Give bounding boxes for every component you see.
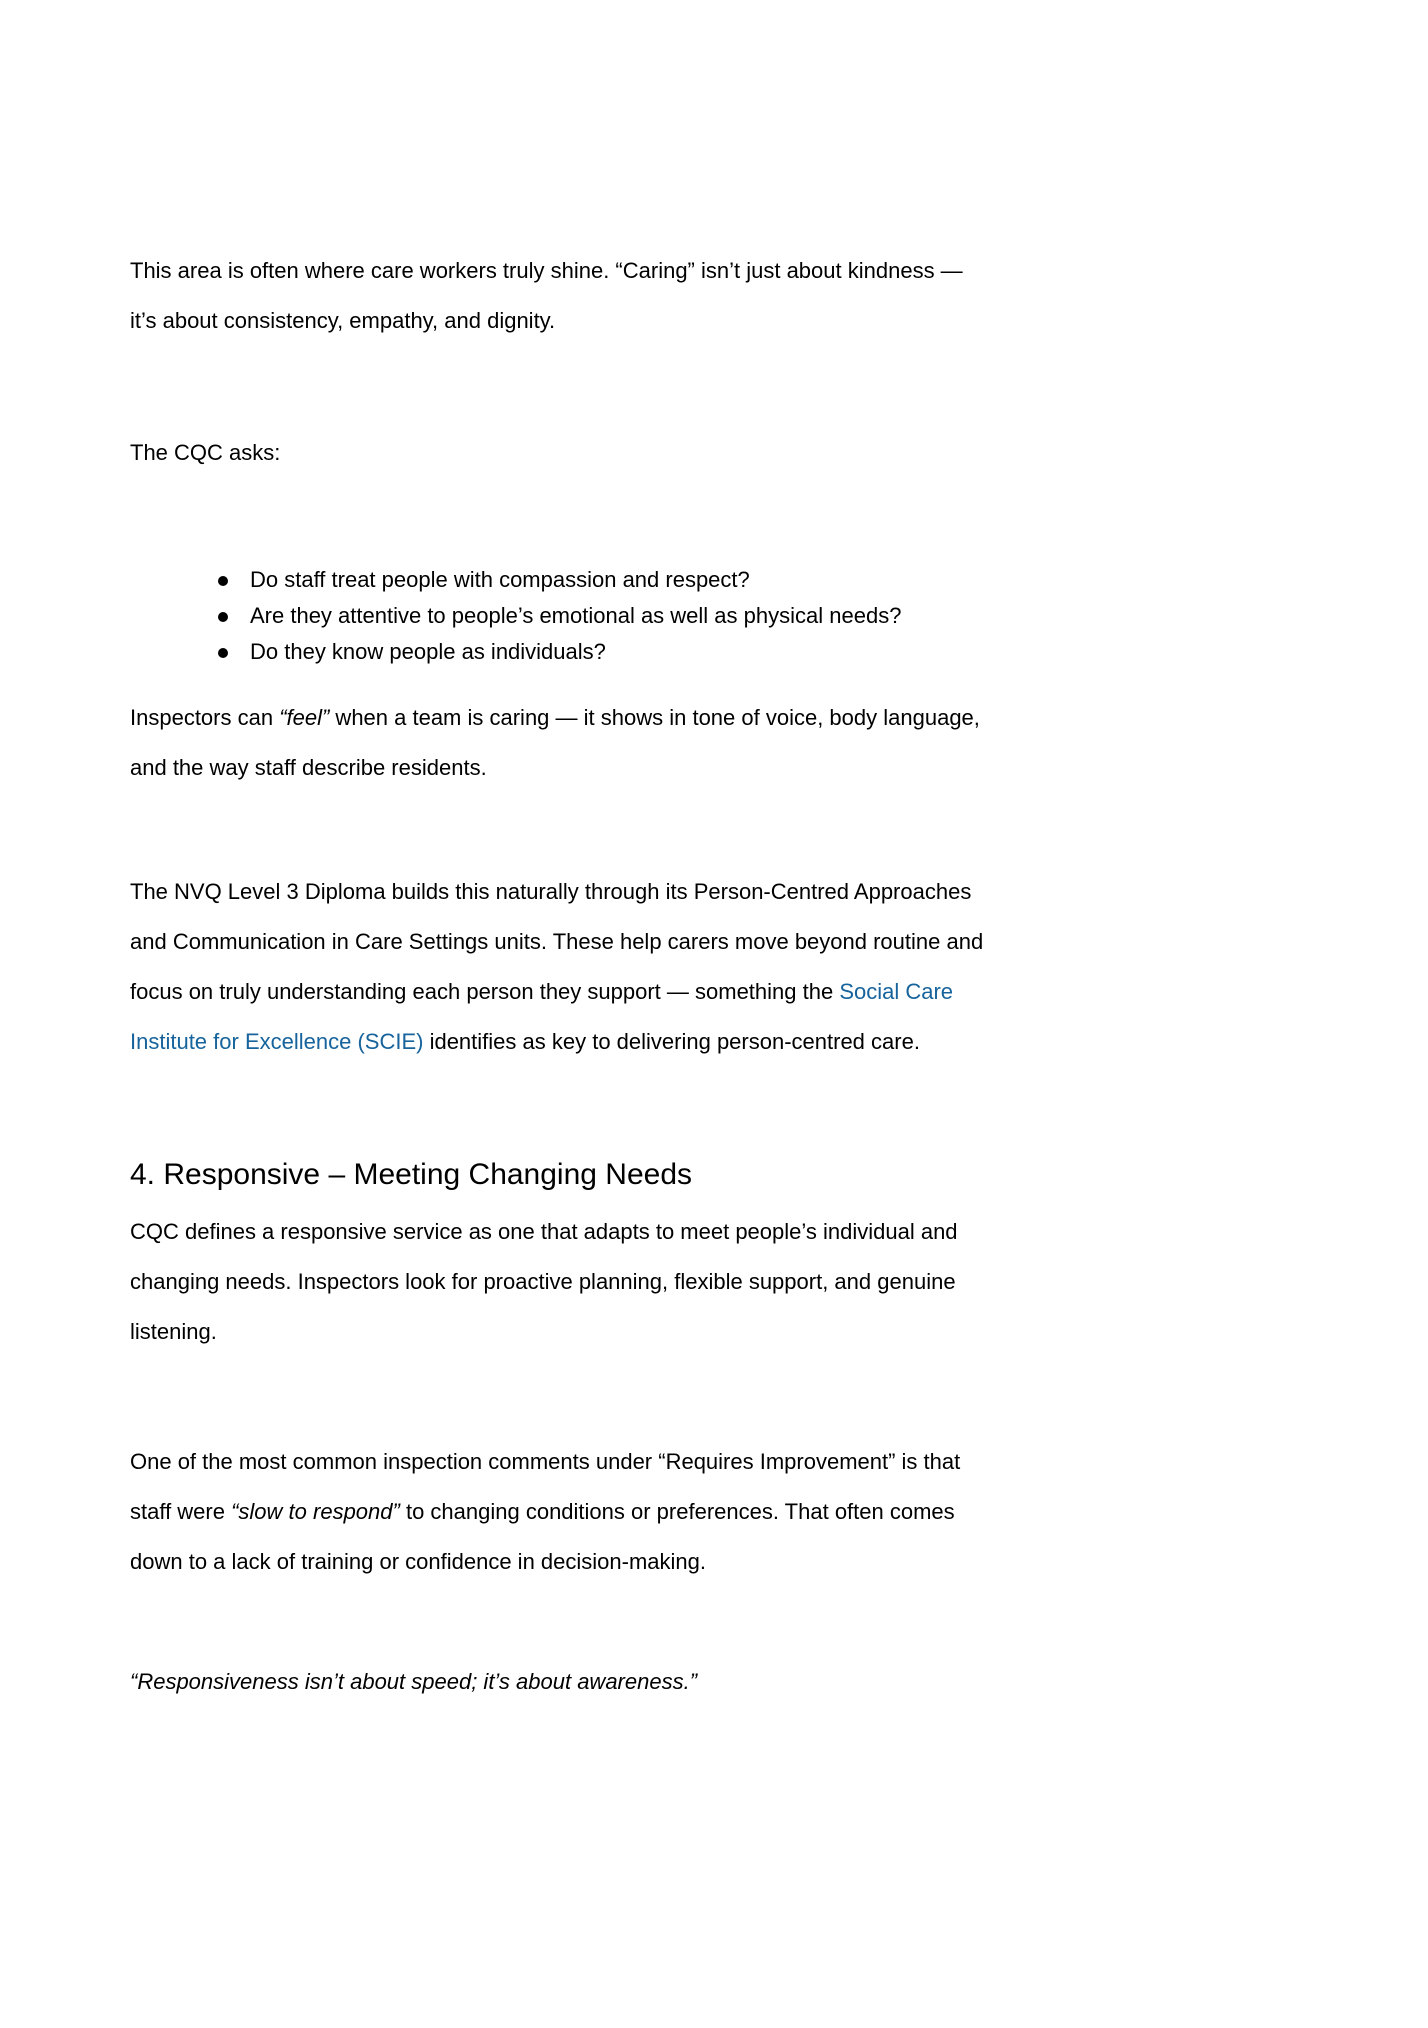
list-item-text: Are they attentive to people’s emotional as well as physical needs? bbox=[250, 603, 902, 628]
text-segment: it’s about consistency, empathy, and dignity. bbox=[130, 308, 556, 333]
text-segment: One of the most common inspection comments under “Requires Improvement” is that bbox=[130, 1449, 961, 1474]
italic-text-segment: “feel” bbox=[279, 705, 330, 730]
text-line bbox=[130, 246, 1300, 296]
scie-link-part-2[interactable]: Institute for Excellence (SCIE) bbox=[130, 1029, 424, 1054]
scie-link-part-1[interactable]: Social Care bbox=[839, 979, 954, 1004]
text-line bbox=[130, 1257, 1300, 1307]
text-line bbox=[130, 296, 1300, 346]
text-line bbox=[130, 1307, 1300, 1357]
list-item bbox=[130, 562, 1300, 598]
bullet-icon bbox=[218, 612, 228, 622]
text-segment: CQC defines a responsive service as one that adapts to meet people’s individual and bbox=[130, 1219, 958, 1244]
text-line bbox=[130, 1487, 1300, 1537]
bullet-icon bbox=[218, 648, 228, 658]
text-segment: focus on truly understanding each person they support — something the bbox=[130, 979, 840, 1004]
inspection-comments-paragraph bbox=[130, 1437, 1300, 1587]
text-segment: and Communication in Care Settings units. These help carers move beyond routine and bbox=[130, 929, 984, 954]
text-segment: to changing conditions or preferences. That often comes bbox=[399, 1499, 955, 1524]
text-segment: “Responsiveness isn’t about speed; it’s about awareness.” bbox=[130, 1669, 698, 1694]
text-line bbox=[130, 743, 1300, 793]
inspectors-paragraph bbox=[130, 693, 1300, 793]
text-segment: and the way staff describe residents. bbox=[130, 755, 487, 780]
text-line bbox=[130, 1537, 1300, 1587]
text-line bbox=[130, 1017, 1300, 1067]
section-4-heading bbox=[130, 1156, 1300, 1194]
italic-text-segment: “slow to respond” bbox=[231, 1499, 400, 1524]
text-line bbox=[130, 1437, 1300, 1487]
text-line bbox=[130, 693, 1300, 743]
cqc-asks-line bbox=[130, 428, 1300, 478]
text-segment: down to a lack of training or confidence in decision-making. bbox=[130, 1549, 706, 1574]
list-item bbox=[130, 598, 1300, 634]
list-item-text: Do they know people as individuals? bbox=[250, 639, 606, 664]
nvq-paragraph bbox=[130, 867, 1300, 1067]
text-segment: The CQC asks: bbox=[130, 440, 281, 465]
responsive-definition-paragraph bbox=[130, 1207, 1300, 1357]
text-segment: This area is often where care workers truly shine. “Caring” isn’t just about kindness — bbox=[130, 258, 963, 283]
text-segment: when a team is caring — it shows in tone of voice, body language, bbox=[329, 705, 980, 730]
text-line bbox=[130, 867, 1300, 917]
list-item bbox=[130, 634, 1300, 670]
list-item-text: Do staff treat people with compassion and respect? bbox=[250, 567, 750, 592]
text-segment: listening. bbox=[130, 1319, 217, 1344]
bullet-icon bbox=[218, 576, 228, 586]
text-segment: 4. Responsive – Meeting Changing Needs bbox=[130, 1158, 693, 1191]
text-segment: staff were bbox=[130, 1499, 232, 1524]
text-line bbox=[130, 1156, 1300, 1194]
text-line bbox=[130, 428, 1300, 478]
text-line bbox=[130, 1207, 1300, 1257]
text-segment: The NVQ Level 3 Diploma builds this naturally through its Person-Centred Approaches bbox=[130, 879, 972, 904]
text-segment: Inspectors can bbox=[130, 705, 280, 730]
responsiveness-quote bbox=[130, 1657, 1300, 1707]
text-segment: identifies as key to delivering person-centred care. bbox=[423, 1029, 920, 1054]
cqc-questions-list bbox=[130, 562, 1300, 670]
intro-paragraph bbox=[130, 246, 1300, 346]
text-line bbox=[130, 967, 1300, 1017]
text-line bbox=[130, 1657, 1300, 1707]
text-line bbox=[130, 917, 1300, 967]
text-segment: changing needs. Inspectors look for proactive planning, flexible support, and genuine bbox=[130, 1269, 956, 1294]
